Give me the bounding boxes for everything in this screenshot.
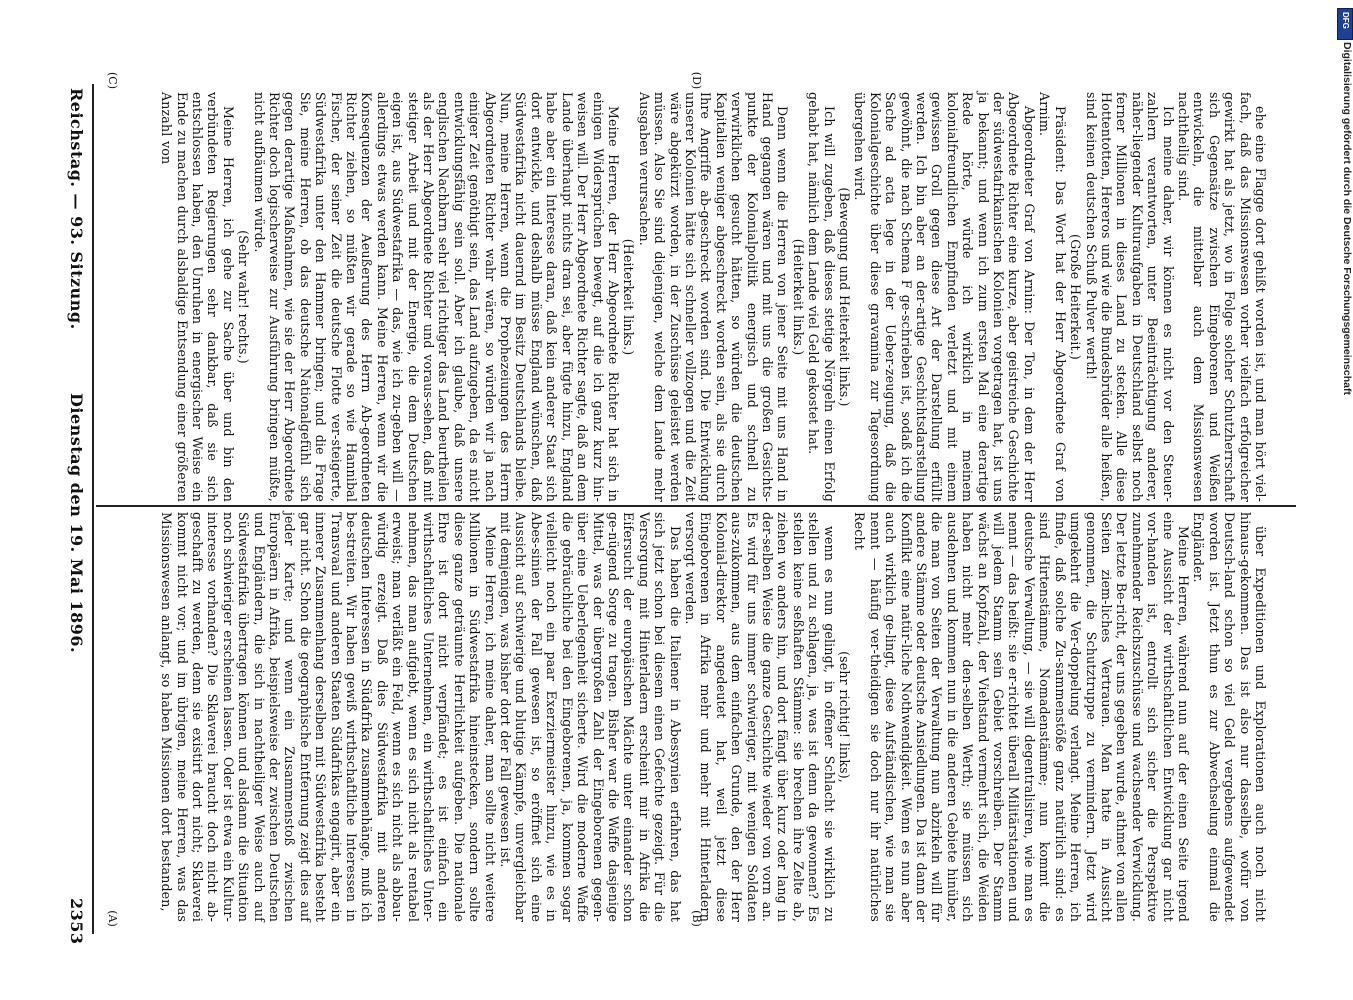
right-column — [118, 92, 1268, 502]
left-column-inner — [159, 512, 1268, 922]
paragraph: wenn es nun gelingt, in offener Schlacht sie wirklich zu stellen und zu schlagen, ja, was ist denn da gewonnen? Es stellen keine seßhaften Stämme: sie brechen ihre Zelte ab, ziehen wo anders hin, und dort fängt über kurz oder lang in der-selben Weise die ganze Geschichte wieder von vorn an. Es wird für uns immer schwieriger, mit wenigen Soldaten aus-zukommen, aus dem einfachen Grunde, den der Herr Kolonial-direktor angedeutet hat, weil jetzt diese Eingeborenen in Afrika mehr und mehr mit Hinterladern versorgt werden. — [682, 512, 837, 922]
dfg-logo: DFG — [1337, 8, 1353, 40]
paragraph: Meine Herren, ich meine daher, man sollte nicht weitere Millionen in Südwestafrika hineinstecken, sondern sollte diese ganze geträumte Herrlichkeit aufgeben. Die nationale Ehre ist dort nicht verpfändet; es ist einfach ein wirthschaftliches Unternehmen, ein wirthschaftliches Unter-nehmen, das man aufgiebt, wenn es sich nicht als rentabel erweist; man verläßt ein Feld, wenn es sich nicht als abbau-würdig erzeigt. Daß dies Südwestafrika mit anderen deutschen Interessen in Südafrika zusammenhänge, muß ich be-streiten. Wir haben gewiß wirthschaftliche Interessen in Transvaal und anderen Staaten Südafrikas engagirt, aber ein innerer Zusammenhang derselben mit Südwestafrika besteht gar nicht. Schon die geographische Entfernung zeigt dies auf jeder Karte; und wenn ein Zusammenstoß zwischen Europäern in Afrika, beispielsweise der zwischen Deutschen und Engländern, die sich in nachtheiliger Weise auch auf Südwestafrika übertragen können und alsdann die Situation noch schwieriger erscheinen lassen. Oder ist etwa ein Kultur-interesse vorhanden? Die Sklaverei braucht doch nicht ab-geschafft zu werden, denn sie existirt dort nicht; Sklaverei kommt nicht vor; und im übrigen, meine Herren, was das Missionswesen anlangt, so haben Missionen dort bestanden, — [159, 512, 498, 922]
margin-letter-c: (C) — [106, 72, 119, 89]
paragraph: über Expeditionen und Explorationen auch noch nicht hinaus-gekommen. Das ist also nur dasselbe, wofür von Deutsch-land schon so viel Geld vergebens aufgewendet worden ist. Jetzt thun es zur Abwechselung einmal die Engländer. — [1191, 512, 1268, 922]
right-column-inner — [159, 92, 1268, 502]
header-center: Dienstag den 19. Mai 1896. — [67, 393, 86, 654]
paragraph: Denn wenn die Herren von jener Seite mit uns Hand in Hand gegangen wären und mit uns die großen Gesichts-punkte der Kolonialpolitik energisch und schnell zu verwirklichen gesucht hätten, so würden die deutschen Kapitalien weniger abgeschreckt worden sein, als sie durch Ihre Angriffe ab-geschreckt worden sind. Die Entwicklung unserer Kolonien hätte sich schneller vollzogen und die Zeit wäre abgekürzt worden, in der Zuschüsse geleistet werden müssen. Also Sie sind diejenigen, welche dem Lande mehr Ausgaben verursachen. — [636, 92, 791, 502]
paragraph: Ich will zugeben, daß dieses stetige Nörgeln einen Erfolg gehabt hat, nämlich dem Lande viel Geld gekostet hat. — [806, 92, 837, 502]
paragraph: Meine Herren, ich gehe zur Sache über und bin den verbündeten Regierungen sehr dankbar, daß sie sich entschlossen haben, den Unruhen in energischer Weise ein Ende zu machen durch alsbaldige Entsendung einer größeren Anzahl von — [159, 92, 236, 502]
interjection: (Große Heiterkeit.) — [1068, 234, 1084, 360]
left-column — [118, 512, 1268, 922]
paragraph: Meine Herren, der Herr Abgeordnete Richter hat sich in einigen Widersprüchen bewegt, auf die ich ganz kurz hin-weisen will. Der Herr Abgeordnete Richter sagte, daß an dem Lande überhaupt nichts dran sei, aber fügte hinzu, England habe aber ein Interesse daran, daß kein anderer Staat sich dort entwickle, und deshalb müsse England wünschen, daß Südwestafrika nicht dauernd im Besitz Deutschlands bleibe. Nun, meine Herren, wenn die Prophezeiungen des Herrn Abgeordneten Richter wahr wären, so würden wir ja nach einiger Zeit genöthigt sein, das Land aufzugeben, da es nicht entwicklungsfähig sein soll. Aber ich glaube, daß unsere englischen Nachbarn sehr viel richtiger das Land beurtheilen als der Herr Abgeordnete Richter und voraus-sehen, daß mit stetiger Arbeit und mit der Energie, die dem Deutschen eigen ist, aus Südwestafrika — das, wie ich zu-geben will — allerdings etwas werden kann. Meine Herren, wenn wir die Konsequenzen der Aeußerung des Herrn Ab-geordneten Richter ziehen, so müßten wir gerade so wie Hannibal Fischer, der seiner Zeit die deutsche Flotte ver-steigerte, Südwestafrika unter den Hammer bringen; und die Frage Sie, meine Herren, ob das deutsche Nationalgefühl sich gegen derartige Maßnahmen, wie sie der Herr Abgeordnete Richter doch logischerweise zur Ausführung bringen müßte, nicht aufbäumen würde. — [251, 92, 621, 502]
paragraph: ehe eine Flagge dort gehißt worden ist, und man hört viel-fach, daß das Missionswesen vorher vielfach erfolgreicher gewirkt hat als jetzt, wo in Folge solcher Schutzherrschaft sich Gegensätze zwischen Eingeborenen und Weißen entwickeln, die mittelbar auch dem Missionswesen nachtheilig sind. — [1175, 92, 1268, 502]
interjection: (Sehr wahr! rechts.) — [236, 230, 252, 364]
header-rule — [92, 84, 94, 934]
digitization-credit: Digitalisierung gefördert durch die Deutsche Forschungsgemeinschaft — [1341, 42, 1353, 395]
margin-letter-b: (B) — [689, 910, 703, 927]
paragraph: Das haben die Italiener in Abessynien erfahren, das hat sich jetzt schon bei diesem einen Gefechte gezeigt. Für die Versorgung mit Hinterladern erscheint mir in Afrika die Eifersucht der europäischen Mächte unter einander schon ge-nügend Sorge zu tragen. Bisher war die Waffe dasjenige Mittel, was der übergroßen Zahl der Eingeborenen gegen-über eine Ueberlegenheit sicherte. Wird die moderne Waffe die gebräuchliche bei den Eingeborenen, ja, kommen sogar vielleicht noch ein paar Exerziermeister hinzu, wie es in Abes-sinien der Fall gewesen ist, so eröffnet sich eine Aussicht auf schwierige und blutige Kämpfe, unvergleichbar mit demjenigen, was bisher dort der Fall gewesen ist. — [498, 512, 683, 922]
paragraph: Abgeordneter Graf von Arnim: Der Ton, in dem der Herr Abgeordnete Richter eine kurze, aber geistreiche Geschichte der südwestafrikanischen Kolonien vorgetragen hat, ist uns ja bekannt; und wenn ich zum ersten Mal eine derartige Rede hörte, würde ich wirklich in meinem kolonialfreundlichen Empfinden verletzt und mit einem gewissen Groll gegen diese Art der Darstellung erfüllt werden. Ich bin aber an der-artige Geschichtsdarstellung gewöhnt, die nach Schema F ge-schrieben ist, sodaß ich die Sache ad acta lege in der Ueber-zeugung, daß die Kolonialgeschichte über diese gravamina zur Tagesordnung übergehen wird. — [852, 92, 1037, 502]
header-left: Reichstag. — 93. Sitzung. — [67, 88, 86, 330]
interjection: (Bewegung und Heiterkeit links.) — [837, 187, 853, 407]
margin-letter-a: (A) — [105, 910, 119, 927]
interjection: (Heiterkeit links.) — [621, 238, 637, 356]
interjection: (Heiterkeit links.) — [790, 238, 806, 356]
paragraph: Präsident: Das Wort hat der Herr Abgeordnete Graf von Arnim. — [1037, 92, 1068, 502]
paragraph: Ich meine daher, wir können es nicht vor den Steuer-zahlern verantworten, unter Beeinträchtigung anderer, näher-liegender Kulturaufgaben in Deutschland selbst noch ferner Millionen in dieses Land zu stecken. Alle diese Hottentotten, Hereros und wie die Bundesbrüder alle heißen, sind keinen deutschen Schuß Pulver werth! — [1083, 92, 1176, 502]
paragraph: Meine Herren, während nun auf der einen Seite irgend eine Aussicht der wirthschaftlichen Entwicklung gar nicht vor-handen ist, entrollt sich sicher die Perspektive zunehmender Reichszuschüsse und wachsender Verwicklung. Der letzte Be-richt, der uns gegeben wurde, athmet von allen Seiten ziem-liches Vertrauen. Man hatte in Aussicht genommen, die Schutztruppe zu vermindern. Jetzt wird umgekehrt die Ver-doppelung verlangt. Meine Herren, ich finde, daß solche Zu-sammenstöße ganz natürlich sind: es sind Hirtenstämme, Nomadenstämme; nun kommt die deutsche Verwaltung, — sie will degentralisiren, wie man es nennt — das heißt: sie er-richtet überall Militärstationen und will jedem Stamm sein Gebiet vorschreiben. Der Stamm wächst an Kopfzahl, der Viehstand vermehrt sich, die Weiden haben nicht mehr den-selben Werth; sie müssen sich ausdehnen und kommen nun in die anderen Gebiete hinüber, die man von Seiten der Verwaltung nun abzirkeln will für andere Stämme oder deutsche Ansiedlungen. Da ist dann der Konflikt eine natür-liche Nothwendigkeit. Wenn es nun aber auch wirklich ge-lingt, diese Aufständischen, wie man sie nennt — häufig ver-theidigen sie doch nur ihr natürliches Recht — [852, 512, 1191, 922]
header-page-number: 2353 — [67, 898, 86, 945]
margin-letter-d: (D) — [690, 71, 704, 90]
column-divider — [96, 505, 1296, 507]
interjection: (sehr richtig! links), — [837, 651, 853, 783]
